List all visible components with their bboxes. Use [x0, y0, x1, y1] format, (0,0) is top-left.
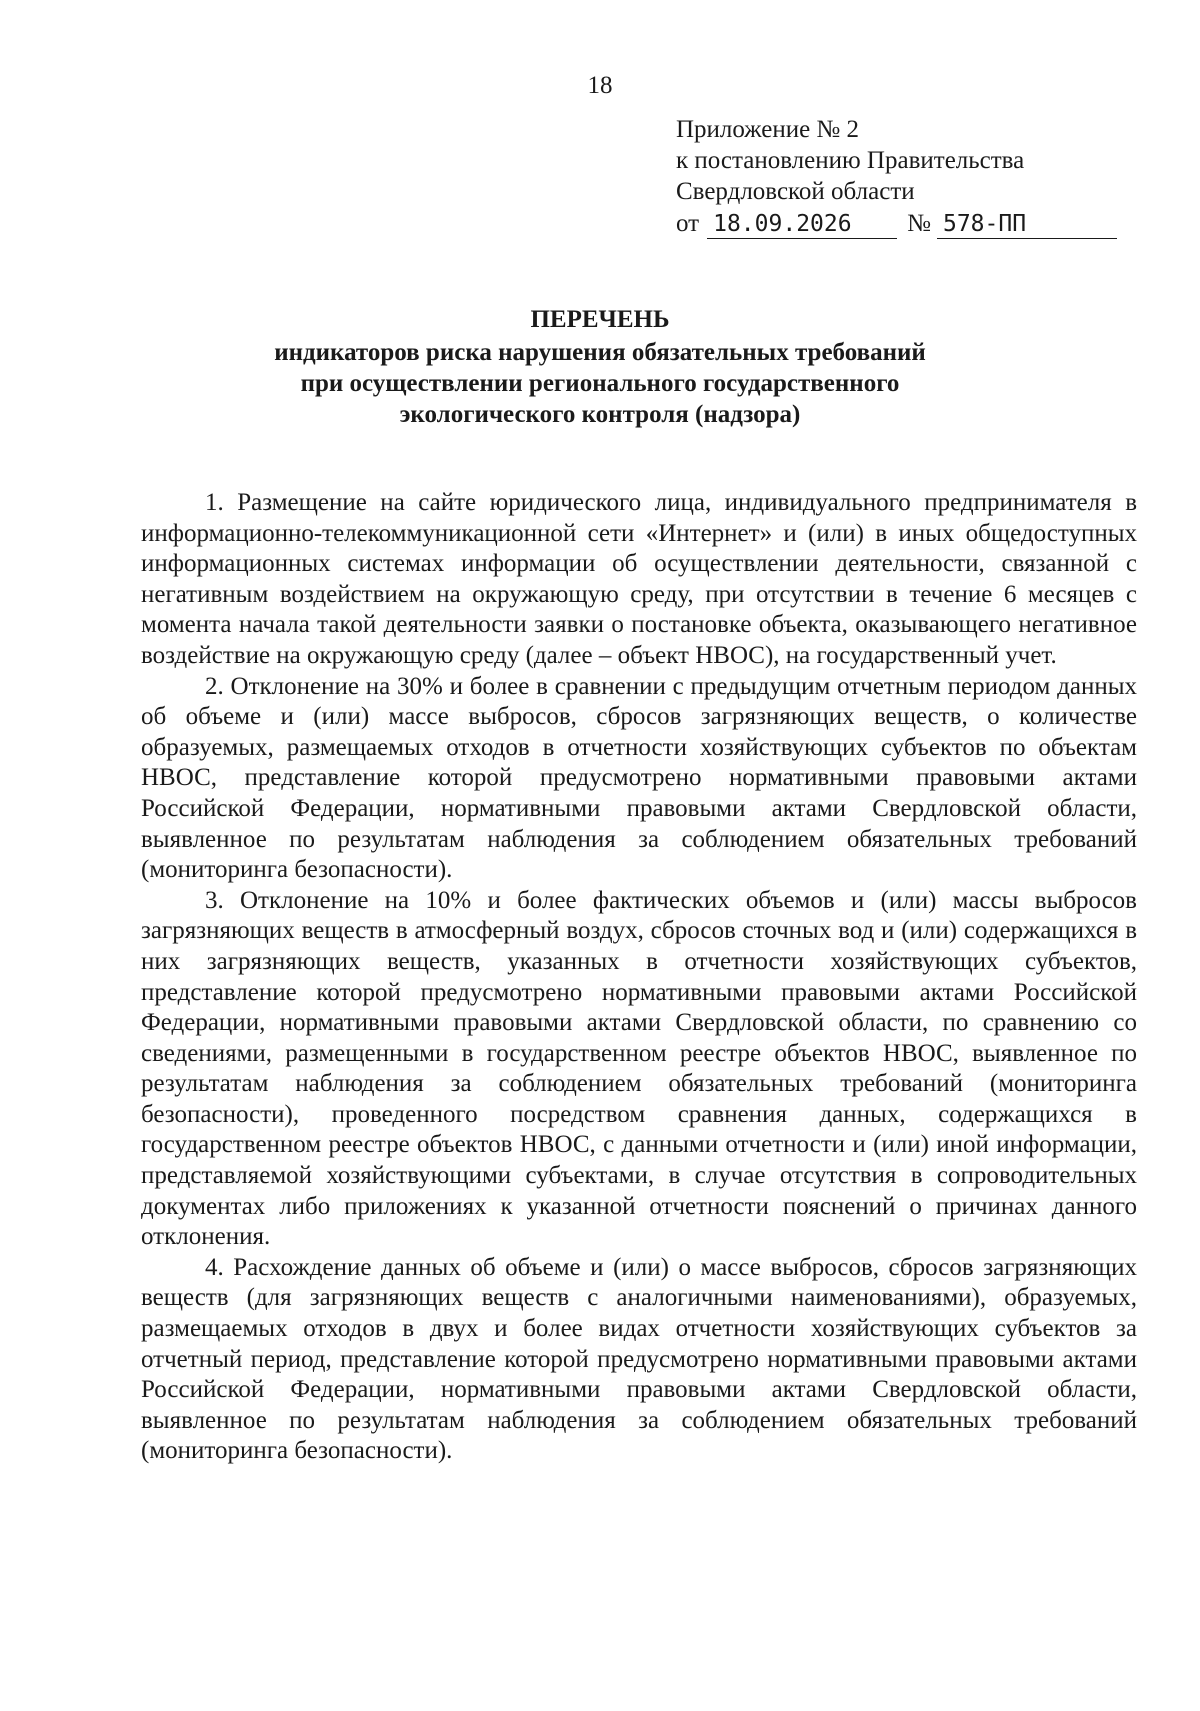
appendix-region-line: Свердловской области	[676, 178, 915, 205]
registration-line	[676, 208, 1136, 239]
date-label: от	[676, 210, 700, 237]
number-label: №	[907, 210, 931, 237]
registration-number: 578-ПП	[937, 210, 1117, 239]
appendix-resolution-line: к постановлению Правительства	[676, 147, 1025, 174]
title-heading: ПЕРЕЧЕНЬ	[530, 306, 670, 333]
title-subtitle-line-2: при осуществлении регионального государственного	[300, 370, 900, 397]
document-body	[141, 488, 1137, 1467]
list-item-3: 3. Отклонение на 10% и более фактических объемов и (или) массы выбросов загрязняющих веществ в атмосферный воздух, сбросов сточных вод и (или) содержащихся в них загрязняющих веществ, указанных в отчетности хозяйствующих субъектов, представление которой предусмотрено нормативными правовыми актами Российской Федерации, нормативными правовыми актами Свердловской области, по сравнению со сведениями, размещенными в государственном реестре объектов НВОС, выявленное по результатам наблюдения за соблюдением обязательных требований (мониторинга безопасности), проведенного посредством сравнения данных, содержащихся в государственном реестре объектов НВОС, с данными отчетности и (или) иной информации, представляемой хозяйствующими субъектами, в случае отсутствия в сопроводительных документах либо приложениях к указанной отчетности пояснений о причинах данного отклонения.	[141, 886, 1137, 1251]
appendix-block	[676, 114, 1136, 239]
title-subtitle-line-1: индикаторов риска нарушения обязательных требований	[274, 339, 926, 366]
list-item-2: 2. Отклонение на 30% и более в сравнении с предыдущим отчетным периодом данных об объеме и (или) массе выбросов, сбросов загрязняющих веществ, о количестве образуемых, размещаемых отходов в отчетности хозяйствующих субъектов по объектам НВОС, представление которой предусмотрено нормативными правовыми актами Российской Федерации, нормативными правовыми актами Свердловской области, выявленное по результатам наблюдения за соблюдением обязательных требований (мониторинга безопасности).	[141, 672, 1137, 884]
document-title	[0, 304, 1200, 430]
list-item-4: 4. Расхождение данных об объеме и (или) о массе выбросов, сбросов загрязняющих веществ (для загрязняющих веществ с аналогичными наименованиями), образуемых, размещаемых отходов в двух и более видах отчетности хозяйствующих субъектов за отчетный период, представление которой предусмотрено нормативными правовыми актами Российской Федерации, нормативными правовыми актами Свердловской области, выявленное по результатам наблюдения за соблюдением обязательных требований (мониторинга безопасности).	[141, 1253, 1137, 1465]
list-item-1: 1. Размещение на сайте юридического лица, индивидуального предпринимателя в информационно-телекоммуникационной сети «Интернет» и (или) в иных общедоступных информационных системах информации об осуществлении деятельности, связанной с негативным воздействием на окружающую среду, при отсутствии в течение 6 месяцев с момента начала такой деятельности заявки о постановке объекта, оказывающего негативное воздействие на окружающую среду (далее – объект НВОС), на государственный учет.	[141, 489, 1137, 669]
page-number: 18	[587, 72, 613, 99]
title-subtitle-line-3: экологического контроля (надзора)	[399, 401, 801, 428]
appendix-number: Приложение № 2	[676, 116, 860, 143]
registration-date: 18.09.2026	[707, 210, 897, 239]
